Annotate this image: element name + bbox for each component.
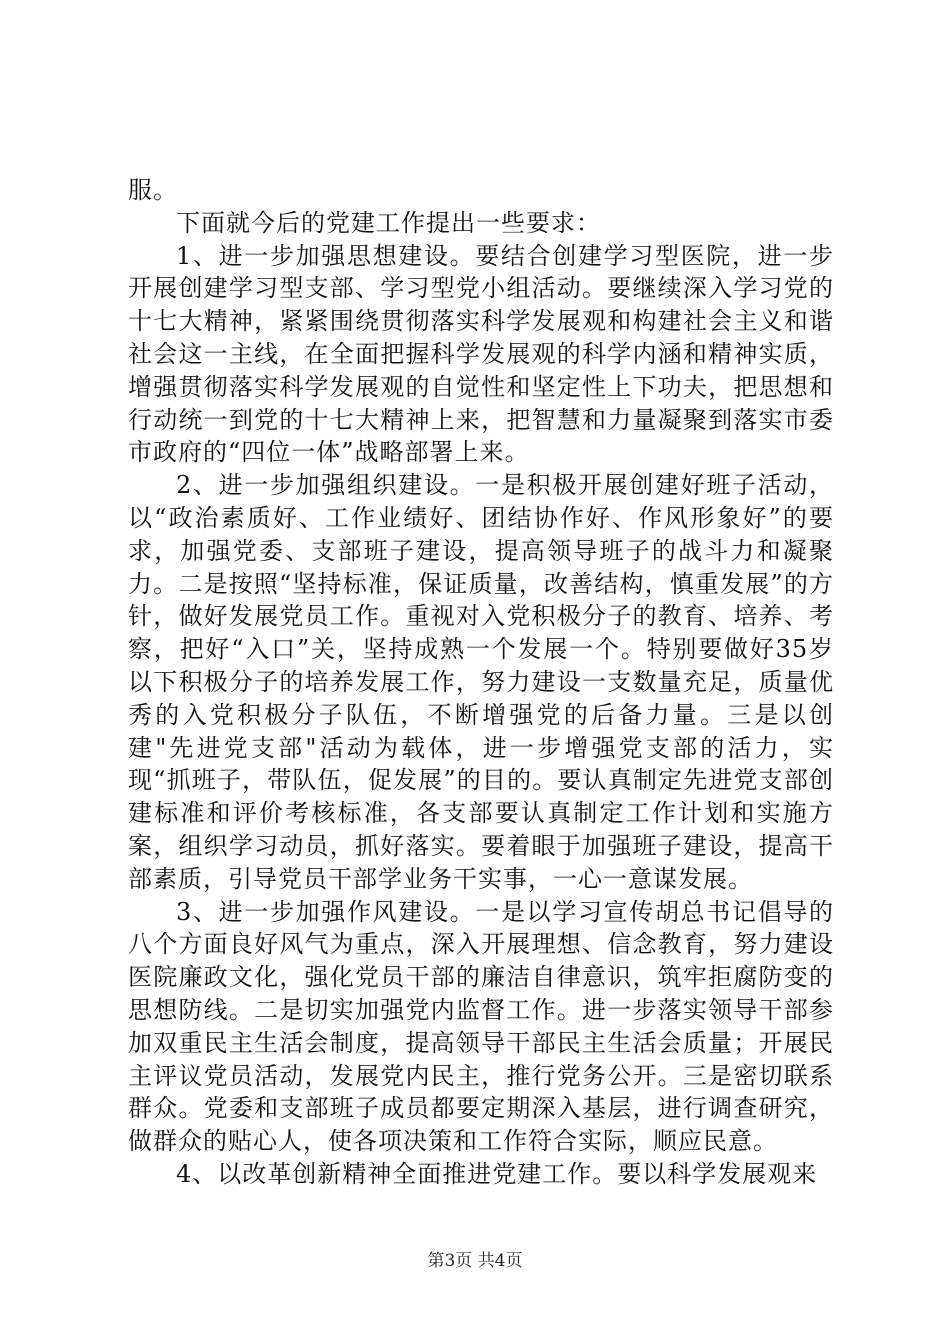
page-footer: 第3页 共4页 <box>427 1251 523 1271</box>
paragraph-work-style: 3、进一步加强作风建设。一是以学习宣传胡总书记倡导的八个方面良好风气为重点，深入开展理想、信念教育，努力建设医院廉政文化，强化党员干部的廉洁自律意识，筑牢拒腐防变的思想防线。二是切实加强党内监督工作。进一步落实领导干部参加双重民主生活会制度，提高领导干部民主生活会质量；开展民主评议党员活动，发展党内民主，推行党务公开。三是密切联系群众。党委和支部班子成员都要定期深入基层，进行调查研究，做群众的贴心人，使各项决策和工作符合实际，顺应民意。 <box>128 897 834 1156</box>
paragraph-continuation: 服。 <box>128 176 178 204</box>
paragraph-reform: 4、以改革创新精神全面推进党建工作。要以科学发展观来 <box>176 1159 818 1188</box>
paragraph-ideology: 1、进一步加强思想建设。要结合创建学习型医院，进一步开展创建学习型支部、学习型党小组活动。要继续深入学习党的十七大精神，紧紧围绕贯彻落实科学发展观和构建社会主义和谐社会这一主线，在全面把握科学发展观的科学内涵和精神实质，增强贯彻落实科学发展观的自觉性和坚定性上下功夫，把思想和行动统一到党的十七大精神上来，把智慧和力量凝聚到落实市委市政府的“四位一体”战略部署上来。 <box>128 241 834 467</box>
body-text <box>128 174 834 1191</box>
paragraph-organization: 2、进一步加强组织建设。一是积极开展创建好班子活动，以“政治素质好、工作业绩好、团结协作好、作风形象好”的要求，加强党委、支部班子建设，提高领导班子的战斗力和凝聚力。二是按照“坚持标准，保证质量，改善结构，慎重发展”的方针，做好发展党员工作。重视对入党积极分子的教育、培养、考察，把好“入口”关，坚持成熟一个发展一个。特别要做好35岁以下积极分子的培养发展工作，努力建设一支数量充足，质量优秀的入党积极分子队伍，不断增强党的后备力量。三是以创建"先进党支部"活动为载体，进一步增强党支部的活力，实现“抓班子，带队伍，促发展”的目的。要认真制定先进党支部创建标准和评价考核标准，各支部要认真制定工作计划和实施方案，组织学习动员，抓好落实。要着眼于加强班子建设，提高干部素质，引导党员干部学业务干实事，一心一意谋发展。 <box>128 471 834 893</box>
paragraph-intro: 下面就今后的党建工作提出一些要求： <box>176 208 601 237</box>
